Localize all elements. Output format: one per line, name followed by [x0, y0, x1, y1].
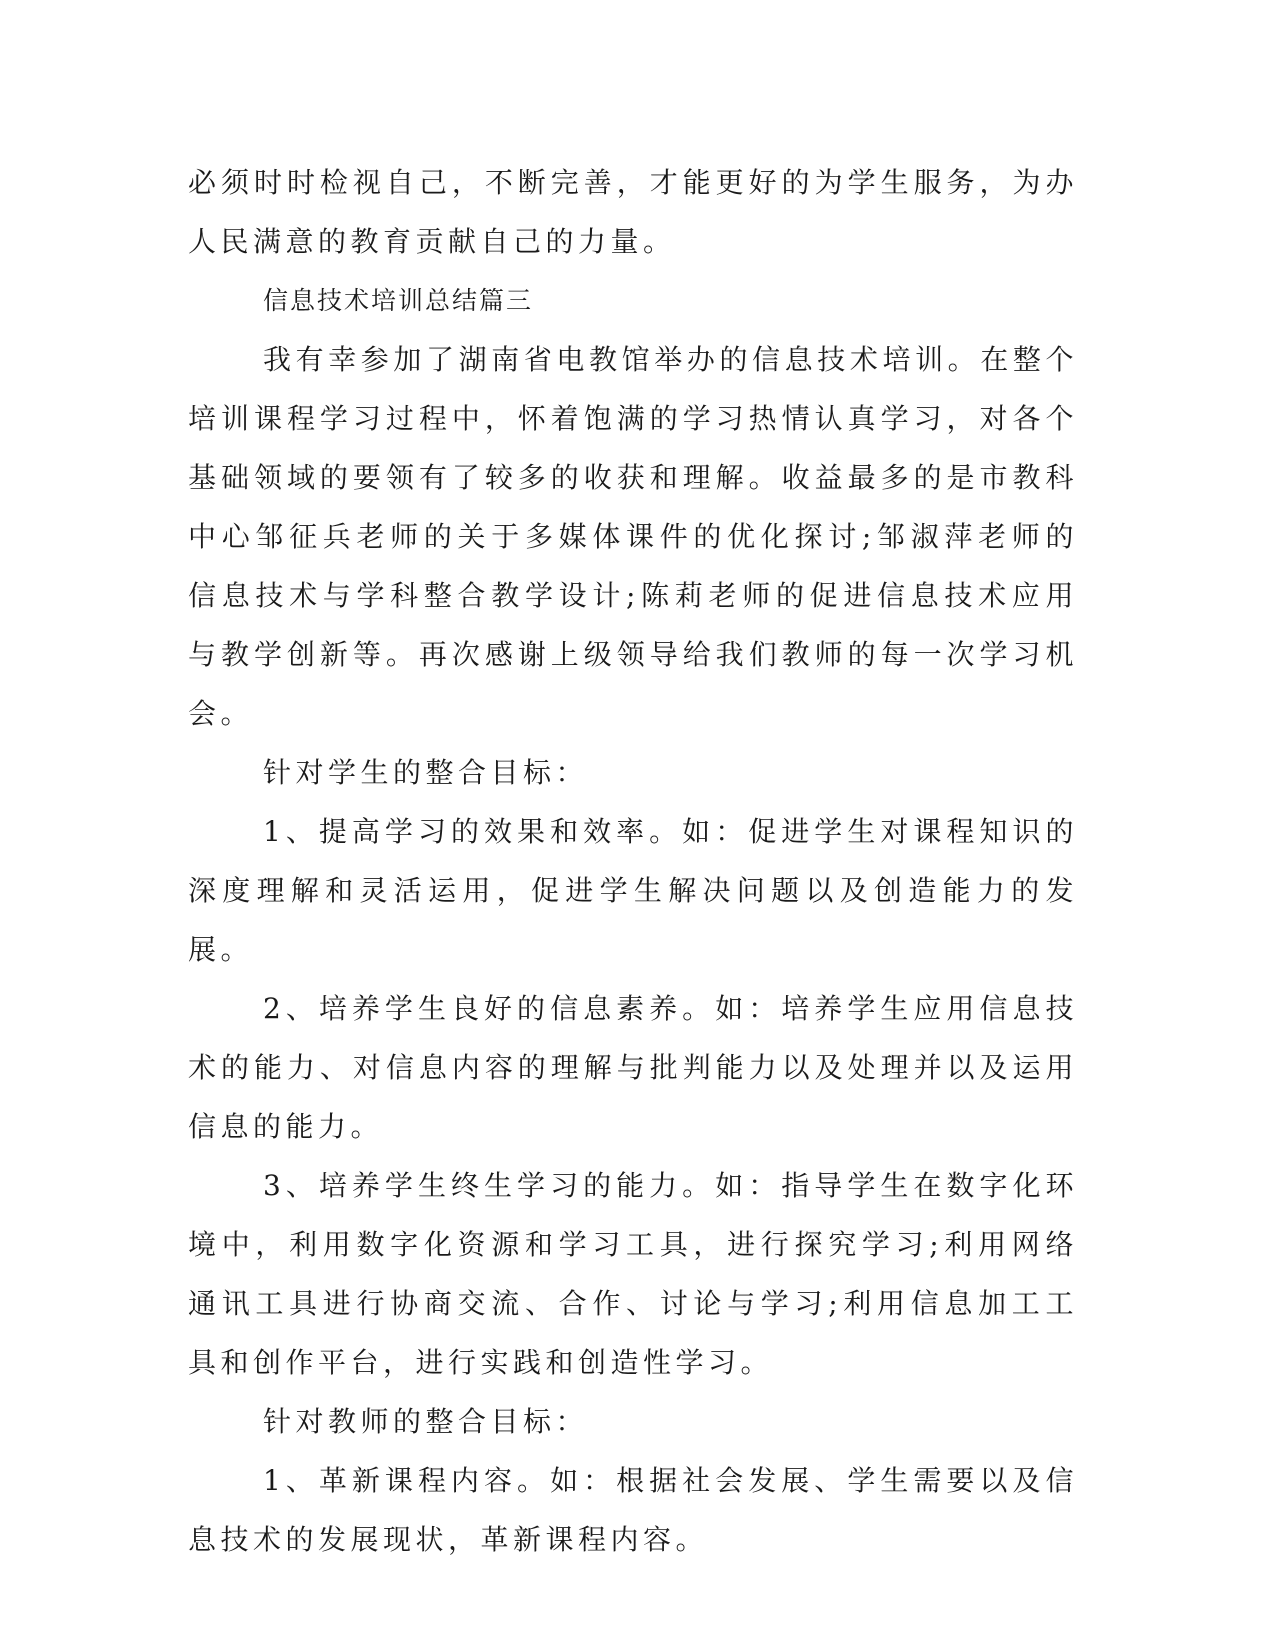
document-body — [188, 153, 1078, 1569]
section-title: 信息技术培训总结篇三 — [263, 286, 534, 315]
teacher-goals-heading: 针对教师的整合目标： — [263, 1405, 589, 1438]
continuation-paragraph: 必须时时检视自己，不断完善，才能更好的为学生服务，为办人民满意的教育贡献自己的力量。 — [188, 166, 1078, 258]
teacher-goal-item: 1、革新课程内容。如：根据社会发展、学生需要以及信息技术的发展现状，革新课程内容。 — [188, 1464, 1078, 1556]
student-goal-item: 3、培养学生终生学习的能力。如：指导学生在数字化环境中，利用数字化资源和学习工具，进行探究学习;利用网络通讯工具进行协商交流、合作、讨论与学习;利用信息加工工具和创作平台，进行实践和创造性学习。 — [188, 1169, 1078, 1379]
student-goal-item: 1、提高学习的效果和效率。如：促进学生对课程知识的深度理解和灵活运用，促进学生解决问题以及创造能力的发展。 — [188, 815, 1078, 966]
intro-paragraph: 我有幸参加了湖南省电教馆举办的信息技术培训。在整个培训课程学习过程中，怀着饱满的学习热情认真学习，对各个基础领域的要领有了较多的收获和理解。收益最多的是市教科中心邹征兵老师的关于多媒体课件的优化探讨;邹淑萍老师的信息技术与学科整合教学设计;陈莉老师的促进信息技术应用与教学创新等。再次感谢上级领导给我们教师的每一次学习机会。 — [188, 343, 1078, 730]
student-goal-item: 2、培养学生良好的信息素养。如：培养学生应用信息技术的能力、对信息内容的理解与批判能力以及处理并以及运用信息的能力。 — [188, 992, 1078, 1143]
student-goals-heading: 针对学生的整合目标： — [263, 756, 589, 789]
